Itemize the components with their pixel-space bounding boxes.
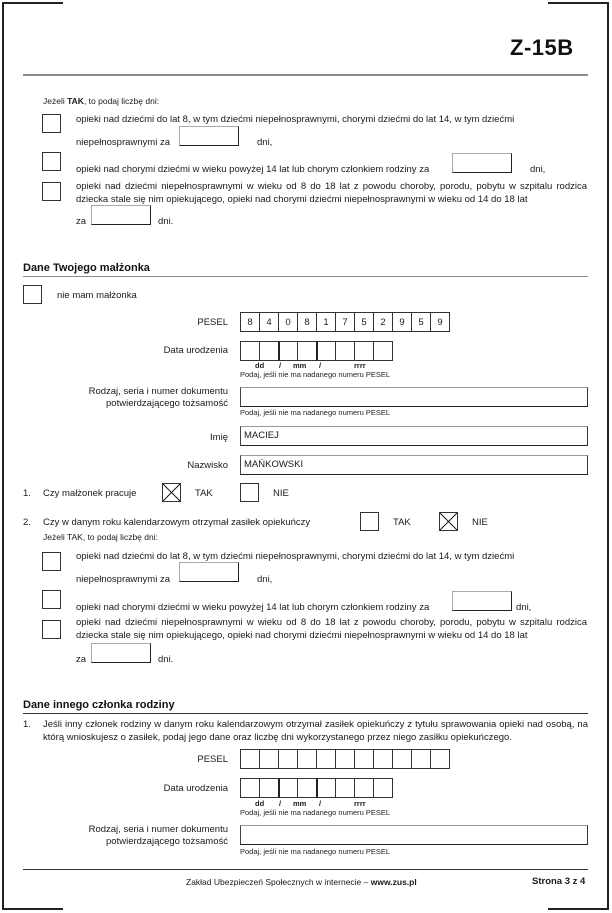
digit-box[interactable] [411,749,431,769]
digit-box[interactable] [259,341,279,361]
digit-box[interactable]: 9 [392,312,412,332]
top-option-1-text: opieki nad dziećmi do lat 8, w tym dziećmi niepełnosprawnymi, chorymi dziećmi do lat 14, w tym dziećmi [76,114,515,125]
spouse-option-3-prefix: za [76,654,87,665]
q2-yes-label: TAK [393,517,411,528]
q1-text: Czy małżonek pracuje [43,488,137,499]
q1-no-label: NIE [273,488,289,499]
top-option-3-checkbox[interactable] [42,182,61,201]
top-option-3-prefix: za [76,216,87,227]
footer-org: Zakład Ubezpieczeń Społecznych w internecie – www.zus.pl [186,877,417,887]
top-option-3-days-input[interactable] [91,205,151,225]
spouse-option-1-prefix: niepełnosprawnymi za [76,574,170,585]
other-date-hint: Podaj, jeśli nie ma nadanego numeru PESEL [240,808,391,817]
q2-text: Czy w danym roku kalendarzowym otrzymał zasiłek opiekuńczy [43,517,311,528]
q1-yes-label: TAK [195,488,213,499]
digit-box[interactable] [259,749,279,769]
other-q1-number: 1. [23,719,31,730]
top-option-2-suffix: dni, [530,164,546,175]
other-birthdate-input[interactable] [240,778,393,798]
top-option-2-checkbox[interactable] [42,152,61,171]
digit-box[interactable]: 9 [430,312,450,332]
digit-box[interactable] [240,778,260,798]
digit-box[interactable] [335,778,355,798]
spouse-doc-label: Rodzaj, seria i numer dokumentu potwierdzającego tożsamość [88,386,228,409]
digit-box[interactable] [392,749,412,769]
spouse-last-name-input[interactable]: MAŃKOWSKI [240,455,588,475]
spouse-first-name-label: Imię [210,432,228,443]
footer-url-link[interactable]: www.zus.pl [370,877,417,887]
spouse-doc-hint: Podaj, jeśli nie ma nadanego numeru PESEL [240,408,391,417]
digit-box[interactable]: 1 [316,312,336,332]
digit-box[interactable] [278,749,298,769]
q2-number: 2. [23,517,31,528]
top-option-3-text: opieki nad dziećmi niepełnosprawnymi w wieku od 8 do 18 lat z powodu choroby, porodu, pobytu w szpitalu rodzica dziecka stale się nim opiekującego, opieki nad chorymi dziećmi niepełnosprawnymi w wieku od 14 do 18 lat [76,181,587,205]
top-option-1-prefix: niepełnosprawnymi za [76,137,170,148]
digit-box[interactable] [373,749,393,769]
spouse-first-name-input[interactable]: MACIEJ [240,426,588,446]
digit-box[interactable]: 8 [297,312,317,332]
top-option-1-days-input[interactable] [179,126,239,146]
digit-box[interactable]: 7 [335,312,355,332]
digit-box[interactable]: 2 [373,312,393,332]
spouse-option-2-checkbox[interactable] [42,590,61,609]
digit-box[interactable]: 5 [354,312,374,332]
no-spouse-checkbox[interactable] [23,285,42,304]
other-member-heading-rule [23,713,588,714]
digit-box[interactable] [259,778,279,798]
digit-box[interactable] [335,341,355,361]
digit-box[interactable] [240,749,260,769]
digit-box[interactable] [335,749,355,769]
q2-yes-checkbox[interactable] [360,512,379,531]
digit-box[interactable] [354,749,374,769]
spouse-birthdate-input[interactable] [240,341,393,361]
spouse-option-1-suffix: dni, [257,574,273,585]
top-option-1-checkbox[interactable] [42,114,61,133]
spouse-option-3-text: opieki nad dziećmi niepełnosprawnymi w wieku od 8 do 18 lat z powodu choroby, porodu, pobytu w szpitalu rodzica dziecka stale się nim opiekującego, opieki nad chorymi dziećmi niepełnosprawnymi w wieku od 14 do 18 lat [76,617,587,641]
other-birthdate-label: Data urodzenia [163,783,228,794]
digit-box[interactable]: 4 [259,312,279,332]
form-code: Z-15B [510,35,574,60]
q2-no-checkbox[interactable] [439,512,458,531]
spouse-option-2-text: opieki nad chorymi dziećmi w wieku powyżej 14 lat lub chorym członkiem rodziny za [76,602,430,613]
page-frame-right [607,2,609,910]
digit-box[interactable]: 5 [411,312,431,332]
spouse-option-2-suffix: dni, [516,602,532,613]
top-option-1-suffix: dni, [257,137,273,148]
spouse-date-hint: Podaj, jeśli nie ma nadanego numeru PESEL [240,370,391,379]
page-frame-bottom-right [548,908,609,910]
other-doc-hint: Podaj, jeśli nie ma nadanego numeru PESEL [240,847,391,856]
other-member-heading: Dane innego członka rodziny [23,699,175,711]
page-number: Strona 3 z 4 [532,876,586,887]
spouse-option-3-days-input[interactable] [91,643,151,663]
spouse-pesel-label: PESEL [197,317,228,328]
spouse-option-1-text: opieki nad dziećmi do lat 8, w tym dziećmi niepełnosprawnymi, chorymi dziećmi do lat 14, w tym dziećmi [76,551,515,562]
other-pesel-label: PESEL [197,754,228,765]
spouse-last-name-label: Nazwisko [187,460,228,471]
spouse-heading: Dane Twojego małżonka [23,262,150,274]
page-frame-top-right [548,2,609,4]
q1-yes-checkbox[interactable] [162,483,181,502]
other-doc-label: Rodzaj, seria i numer dokumentu potwierdzającego tożsamość [88,824,228,847]
other-doc-input[interactable] [240,825,588,845]
spouse-doc-input[interactable] [240,387,588,407]
digit-box[interactable] [316,778,336,798]
digit-box[interactable] [297,341,317,361]
other-q1-text: Jeśli inny członek rodziny w danym roku kalendarzowym otrzymał zasiłek opiekuńczy z tytułu sprawowania opieki nad osobą, na którą wnioskujesz o zasiłek, podaj jego dane oraz liczbę dni wykorzystanego przez niego zasiłku opiekuńczego. [43,719,588,743]
top-option-2-text: opieki nad chorymi dziećmi w wieku powyżej 14 lat lub chorym członkiem rodziny za [76,164,430,175]
spouse-option-3-checkbox[interactable] [42,620,61,639]
q1-no-checkbox[interactable] [240,483,259,502]
q2-no-label: NIE [472,517,488,528]
footer-rule [23,869,588,870]
digit-box[interactable] [354,778,374,798]
no-spouse-label: nie mam małżonka [57,290,137,301]
spouse-option-2-days-input[interactable] [452,591,512,611]
digit-box[interactable] [297,778,317,798]
spouse-heading-rule [23,276,588,277]
digit-box[interactable] [297,749,317,769]
spouse-birthdate-label: Data urodzenia [163,345,228,356]
top-option-2-days-input[interactable] [452,153,512,173]
digit-box[interactable] [373,778,393,798]
digit-box[interactable]: 0 [278,312,298,332]
page-frame-left [2,2,4,910]
digit-box[interactable]: 8 [240,312,260,332]
digit-box[interactable] [316,341,336,361]
q2-intro: Jeżeli TAK, to podaj liczbę dni: [43,532,158,542]
spouse-option-1-checkbox[interactable] [42,552,61,571]
digit-box[interactable] [373,341,393,361]
spouse-option-1-days-input[interactable] [179,562,239,582]
spouse-option-3-suffix: dni. [158,654,174,665]
other-pesel-input[interactable] [240,749,450,769]
digit-box[interactable] [240,341,260,361]
top-option-3-suffix: dni. [158,216,174,227]
spouse-pesel-input[interactable] [240,312,450,332]
digit-box[interactable] [354,341,374,361]
header-rule [23,74,588,76]
digit-box[interactable] [278,778,298,798]
page-frame-top-left [2,2,63,4]
digit-box[interactable] [430,749,450,769]
digit-box[interactable] [316,749,336,769]
top-intro: Jeżeli TAK, to podaj liczbę dni: [43,96,160,106]
digit-box[interactable] [278,341,298,361]
q1-number: 1. [23,488,31,499]
page-frame-bottom-left [2,908,63,910]
